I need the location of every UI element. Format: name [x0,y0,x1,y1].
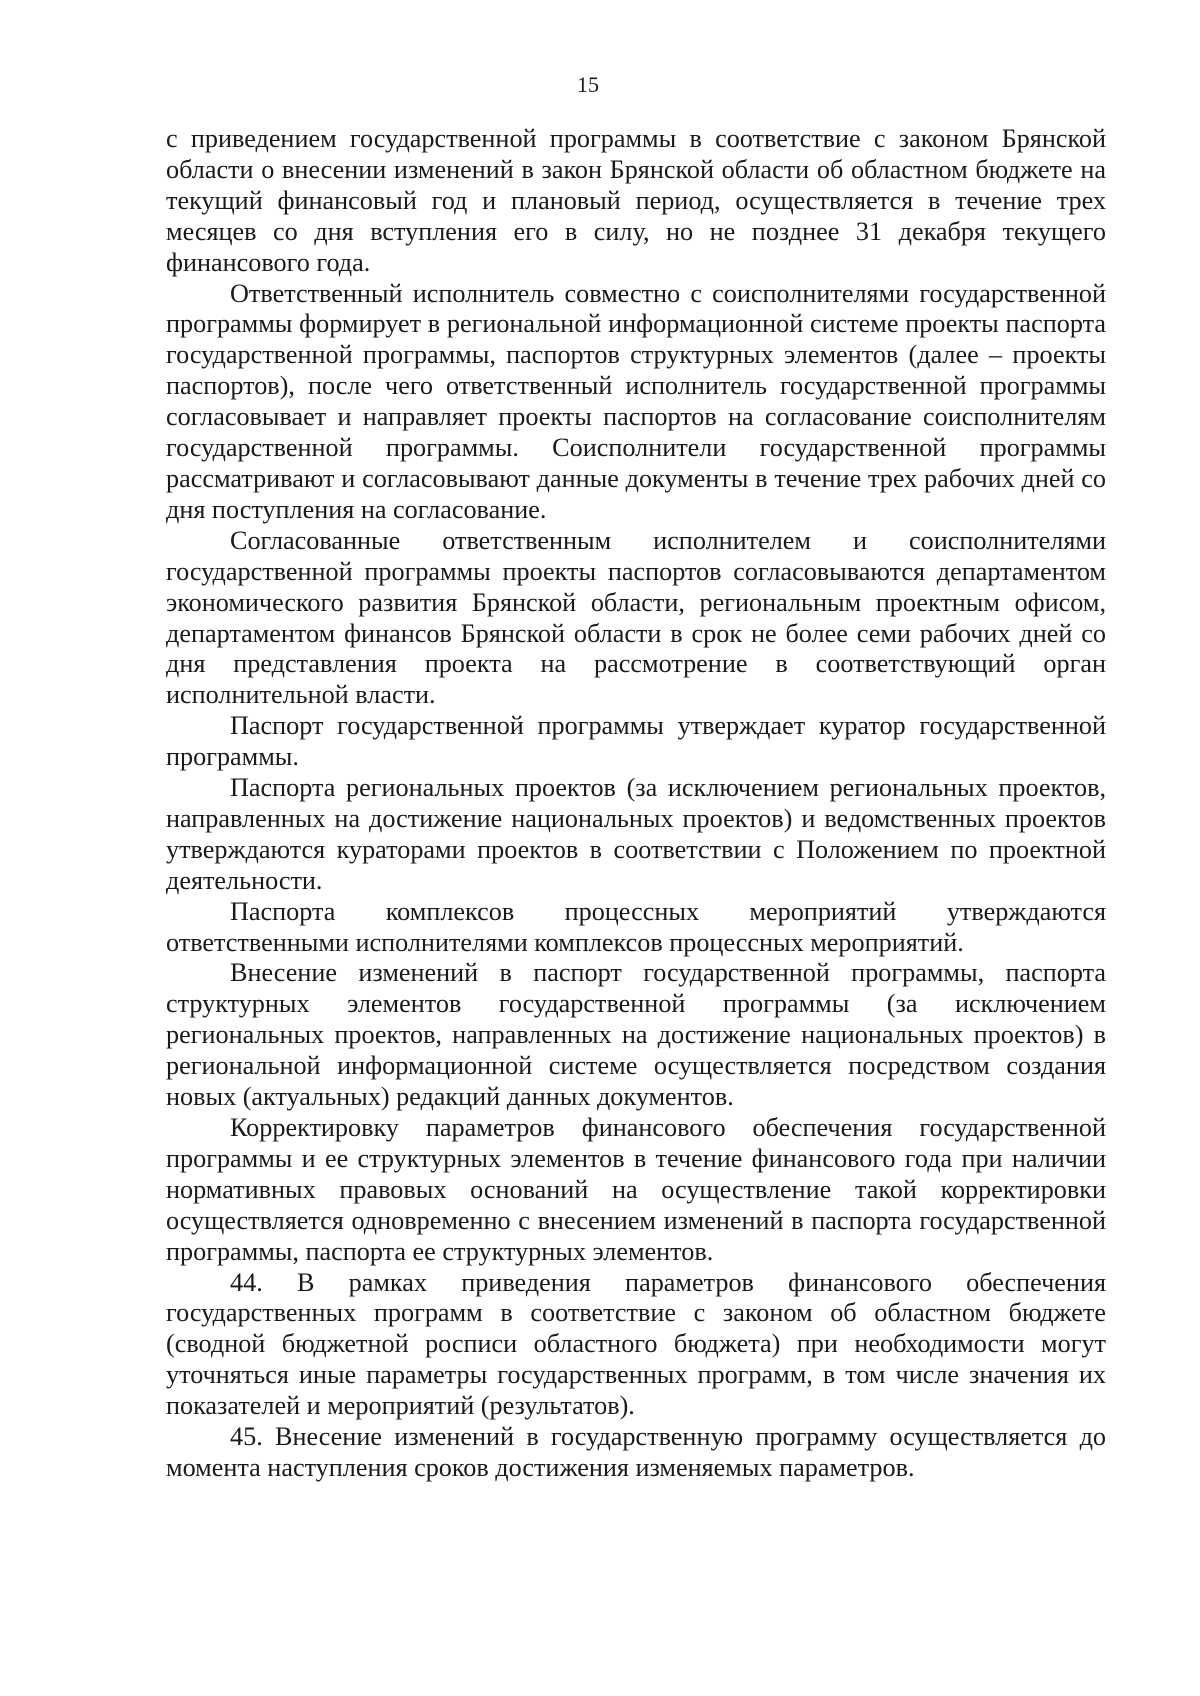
body-text [166,124,1106,1484]
paragraph-continuation: с приведением государственной программы в соответствие с законом Брянской области о внесении изменений в закон Брянской области об областном бюджете на текущий финансовый год и плановый период, осуществляется в течение трех месяцев со дня вступления его в силу, но не позднее 31 декабря текущего финансового года. [166,124,1106,277]
paragraph-regional-projects: Паспорта региональных проектов (за исключением региональных проектов, направленных на достижение национальных проектов) и ведомственных проектов утверждаются кураторами проектов в соответствии с Положением по проектной деятельности. [166,773,1106,895]
paragraph-amendments: Внесение изменений в паспорт государственной программы, паспорта структурных элементов государственной программы (за исключением региональных проектов, направленных на достижение национальных проектов) в региональной информационной системе осуществляется посредством создания новых (актуальных) редакций данных документов. [166,958,1106,1112]
paragraph-program-passport: Паспорт государственной программы утверждает куратор государственной программы. [166,711,1106,772]
paragraph-item-45: 45. Внесение изменений в государственную программу осуществляется до момента наступления сроков достижения изменяемых параметров. [166,1422,1106,1482]
paragraph-process-complexes: Паспорта комплексов процессных мероприятий утверждаются ответственными исполнителями комплексов процессных мероприятий. [166,896,1106,957]
paragraph-approval-of-drafts: Согласованные ответственным исполнителем и соисполнителями государственной программы проекты паспортов согласовываются департаментом экономического развития Брянской области, региональным проектным офисом, департаментом финансов Брянской области в срок не более семи рабочих дней со дня представления проекта на рассмотрение в соответствующий орган исполнительной власти. [166,525,1106,710]
paragraph-item-44: 44. В рамках приведения параметров финансового обеспечения государственных программ в соответствие с законом об областном бюджете (сводной бюджетной росписи областного бюджета) при необходимости могут уточняться иные параметры государственных программ, в том числе значения их показателей и мероприятий (результатов). [166,1267,1106,1421]
page-number: 15 [577,72,599,97]
paragraph-financial-adjustment: Корректировку параметров финансового обеспечения государственной программы и ее структурных элементов в течение финансового года при наличии нормативных правовых оснований на осуществление такой корректировки осуществляется одновременно с внесением изменений в паспорта государственной программы, паспорта ее структурных элементов. [166,1113,1106,1266]
paragraph-responsible-executor: Ответственный исполнитель совместно с соисполнителями государственной программы формирует в региональной информационной системе проекты паспорта государственной программы, паспортов структурных элементов (далее – проекты паспортов), после чего ответственный исполнитель государственной программы согласовывает и направляет проекты паспортов на согласование соисполнителям государственной программы. Соисполнители государственной программы рассматривают и согласовывают данные документы в течение трех рабочих дней со дня поступления на согласование. [166,278,1106,524]
